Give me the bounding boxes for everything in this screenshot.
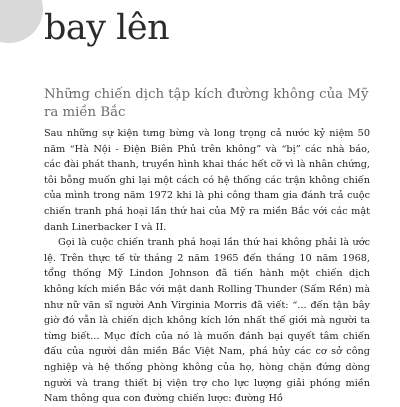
paragraph-2: Gọi là cuộc chiến tranh phá hoại lần thứ hai không phải là ước lệ. Trên thực tế từ tháng 2 năm 1965 đến tháng 10 năm 1968, tổng thống Mỹ Lindon Johnson đã tiến hành một chiến dịch không kích miền Bắc với mật danh Rolling Thunder (Sấm Rền) mà như nữ văn sĩ người Anh Virginia Morris đã viết: “... đến tận bây giờ đó vẫn là chiến dịch không kích lớn nhất thế giới mà người ta từng biết... Mục đích của nó là muốn đánh bại quyết tâm chiến đấu của người dân miền Bắc Việt Nam, phá hủy các cơ sở công nghiệp và hệ thống phòng không của họ, hòng chặn đứng dòng người và trang thiết bị viện trợ cho lực lượng giải phóng miền Nam thông qua con đường chiến lược: đường Hồ [44, 237, 370, 405]
paragraph-1: Sau những sự kiện tưng bừng và long trọng cả nước kỷ niệm 50 năm “Hà Nội - Điện Biên Phủ trên không” và “bị” các nhà báo, các đài phát thanh, truyền hình khai thác hết cỡ vì là nhân chứng, tôi bỗng muốn ghi lại một cách có hệ thống các trận không chiến của mình trong năm 1972 khi là phi công tham gia đánh trả cuộc chiến tranh phá hoại lần thứ hai của Mỹ ra miền Bắc với các mật danh Linerbacker I và II. [44, 128, 370, 233]
section-heading: Những chiến dịch tập kích đường không của Mỹ ra miền Bắc [44, 87, 369, 120]
chapter-title: bay lên [44, 8, 170, 48]
corner-decorative-circle [0, 0, 43, 43]
body-text [44, 126, 370, 407]
